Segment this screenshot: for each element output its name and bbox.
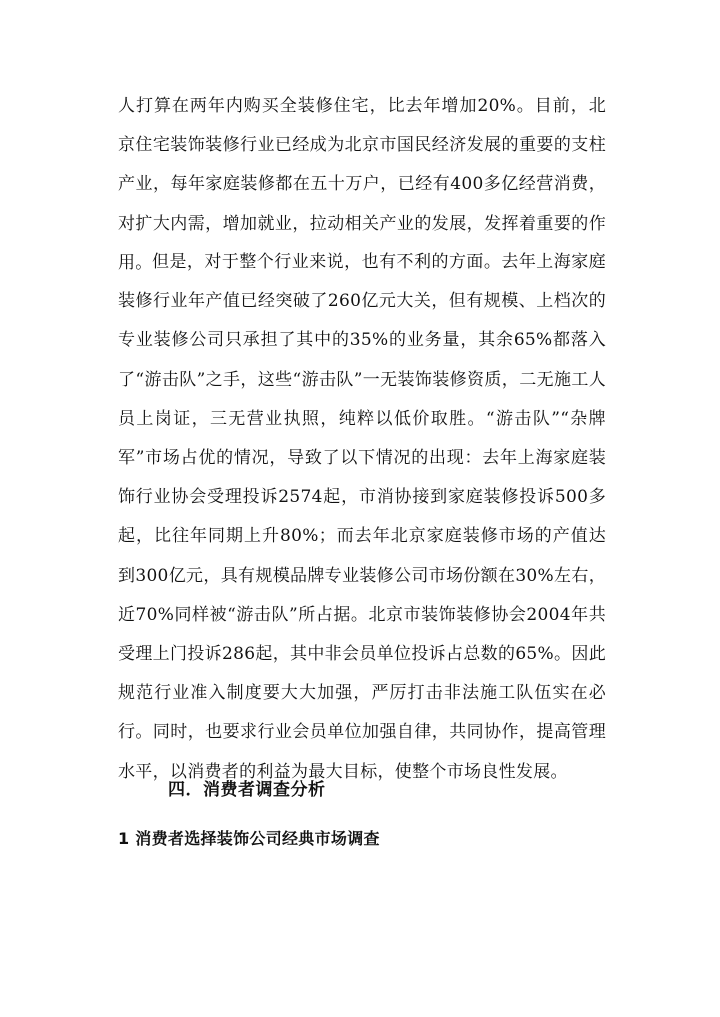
- paragraph-industry-problems: 但是，对于整个行业来说，也有不利的方面。去年上海家庭装修行业年产值已经突破了260亿元大关，但有规模、上档次的专业装修公司只承担了其中的35%的业务量，其余65%都落入了“游击队”之手，这些“游击队”一无装饰装修资质，二无施工人员上岗证，三无营业执照，纯粹以低价取胜。“游击队”“杂牌军”市场占优的情况，导致了以下情况的出现：去年上海家庭装饰行业协会受理投诉2574起，市消协接到家庭装修投诉500多起，比往年同期上升80%；而去年北京家庭装修市场的产值达到300亿元，具有规模品牌专业装修公司市场份额在30%左右，近70%同样被“游击队”所占据。北京市装饰装修协会2004年共受理上门投诉286起，其中非会员单位投诉占总数的65%。因此规范行业准入制度要大大加强，严厉打击非法施工队伍实在必行。同时，也要求行业会员单位加强自律，共同协作，提高管理水平，以消费者的利益为最大目标，使整个市场良性发展。: [118, 252, 606, 782]
- subheading-market-survey: 1 消费者选择装饰公司经典市场调查: [118, 829, 380, 848]
- section-heading-consumer-analysis: 四．消费者调查分析: [168, 780, 326, 800]
- paragraph-market-growth: 人打算在两年内购买全装修住宅，比去年增加20%。目前，北京住宅装饰装修行业已经成为北京市国民经济发展的重要的支柱产业，每年家庭装修都在五十万户，已经有400多亿经营消费，对扩大内需，增加就业，拉动相关产业的发展，发挥着重要的作用。: [118, 96, 606, 273]
